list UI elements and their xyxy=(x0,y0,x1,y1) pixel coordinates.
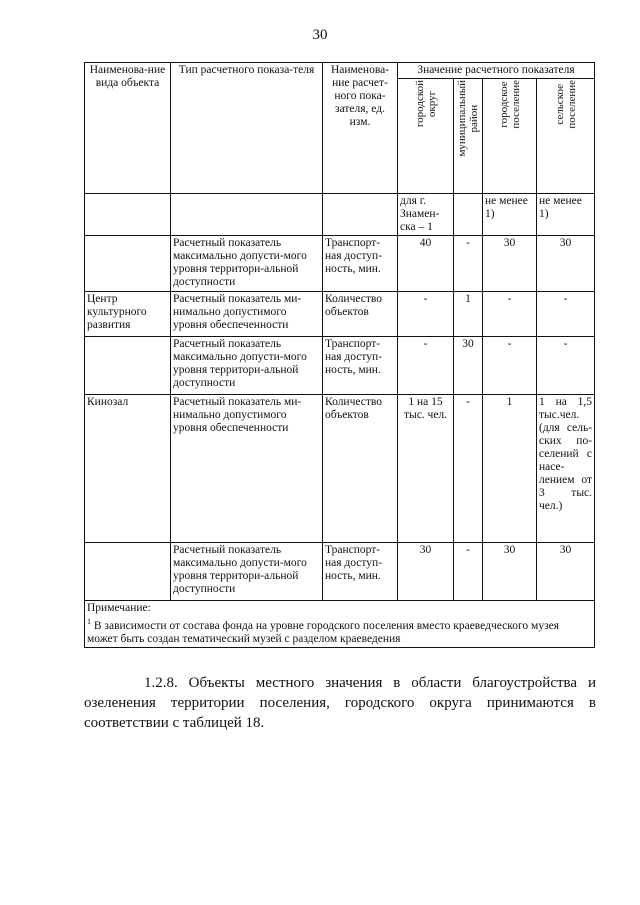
cell-indicator-unit: Транспорт-ная доступ-ность, мин. xyxy=(323,543,398,601)
cell-rural-value: не менее 1) xyxy=(537,194,595,236)
cell-value: - xyxy=(398,337,454,395)
cell-value: 30 xyxy=(537,236,595,292)
footnote-marker: 1 xyxy=(87,617,91,626)
cell-object-name: Кинозал xyxy=(85,395,171,543)
cell-indicator-type: Расчетный показатель максимально допусти-мого уровня территори-альной доступности xyxy=(171,337,323,395)
table-note xyxy=(85,601,595,648)
cell-value: 30 xyxy=(483,543,537,601)
header-urban-settlement: городское поселение xyxy=(483,79,537,194)
cell-object-name xyxy=(85,337,171,395)
cell-indicator-type: Расчетный показатель максимально допусти-мого уровня территори-альной доступности xyxy=(171,543,323,601)
header-municipal-district: муниципальный район xyxy=(454,79,483,194)
cell-value: 1 на 15 тыс. чел. xyxy=(398,395,454,543)
norms-table xyxy=(84,62,595,648)
cell-value: 30 xyxy=(537,543,595,601)
note-text: В зависимости от состава фонда на уровне городского поселения вместо краеведческого музея может быть создан тематический музей с разделом краеведения xyxy=(87,619,560,645)
table-row xyxy=(85,543,595,601)
table-row xyxy=(85,236,595,292)
cell-value: - xyxy=(454,236,483,292)
header-indicator-type: Тип расчетного показа-теля xyxy=(171,63,323,194)
header-indicator-unit: Наименова-ние расчет-ного пока-зателя, ед. изм. xyxy=(323,63,398,194)
cell-urban-value: не менее 1) xyxy=(483,194,537,236)
cell-value: 1 на 1,5 тыс.чел. (для сель-ских по-селений с насе-лением от 3 тыс. чел.) xyxy=(537,395,595,543)
table-row xyxy=(85,337,595,395)
cell-empty xyxy=(454,194,483,236)
header-rural-settlement: сельское поселение xyxy=(537,79,595,194)
table-row xyxy=(85,292,595,337)
cell-object-name xyxy=(85,543,171,601)
header-city-district: городской округ xyxy=(398,79,454,194)
note-row xyxy=(85,601,595,648)
cell-value: 30 xyxy=(454,337,483,395)
cell-empty xyxy=(171,194,323,236)
cell-value: - xyxy=(537,292,595,337)
page-number: 30 xyxy=(312,27,328,43)
header-object-name: Наименова-ние вида объекта xyxy=(85,63,171,194)
cell-value: - xyxy=(537,337,595,395)
cell-object-name xyxy=(85,236,171,292)
cell-value: - xyxy=(454,543,483,601)
cell-indicator-unit: Количество объектов xyxy=(323,292,398,337)
note-body xyxy=(87,615,592,646)
cell-value: 1 xyxy=(483,395,537,543)
cell-indicator-unit: Количество объектов xyxy=(323,395,398,543)
cell-value: - xyxy=(483,337,537,395)
cell-empty xyxy=(85,194,171,236)
cell-indicator-type: Расчетный показатель ми-нимально допустимого уровня обеспеченности xyxy=(171,395,323,543)
cell-empty xyxy=(323,194,398,236)
note-title: Примечание: xyxy=(87,602,151,614)
cell-city-value: для г. Знамен-ска – 1 xyxy=(398,194,454,236)
cell-value: - xyxy=(398,292,454,337)
cell-value: - xyxy=(483,292,537,337)
cell-indicator-unit: Транспорт-ная доступ-ность, мин. xyxy=(323,236,398,292)
cell-value: - xyxy=(454,395,483,543)
table-row xyxy=(85,395,595,543)
paragraph-1-2-8: 1.2.8. Объекты местного значения в области благоустройства и озеленения территории поселения, городского округа принимаются в соответствии с таблицей 18. xyxy=(84,675,596,731)
cell-indicator-type: Расчетный показатель ми-нимально допустимого уровня обеспеченности xyxy=(171,292,323,337)
cell-indicator-unit: Транспорт-ная доступ-ность, мин. xyxy=(323,337,398,395)
cell-value: 30 xyxy=(398,543,454,601)
header-values: Значение расчетного показателя xyxy=(398,63,595,79)
cell-value: 40 xyxy=(398,236,454,292)
cell-value: 1 xyxy=(454,292,483,337)
cell-object-name: Центр культурного развития xyxy=(85,292,171,337)
cell-value: 30 xyxy=(483,236,537,292)
cell-indicator-type: Расчетный показатель максимально допусти-мого уровня территори-альной доступности xyxy=(171,236,323,292)
